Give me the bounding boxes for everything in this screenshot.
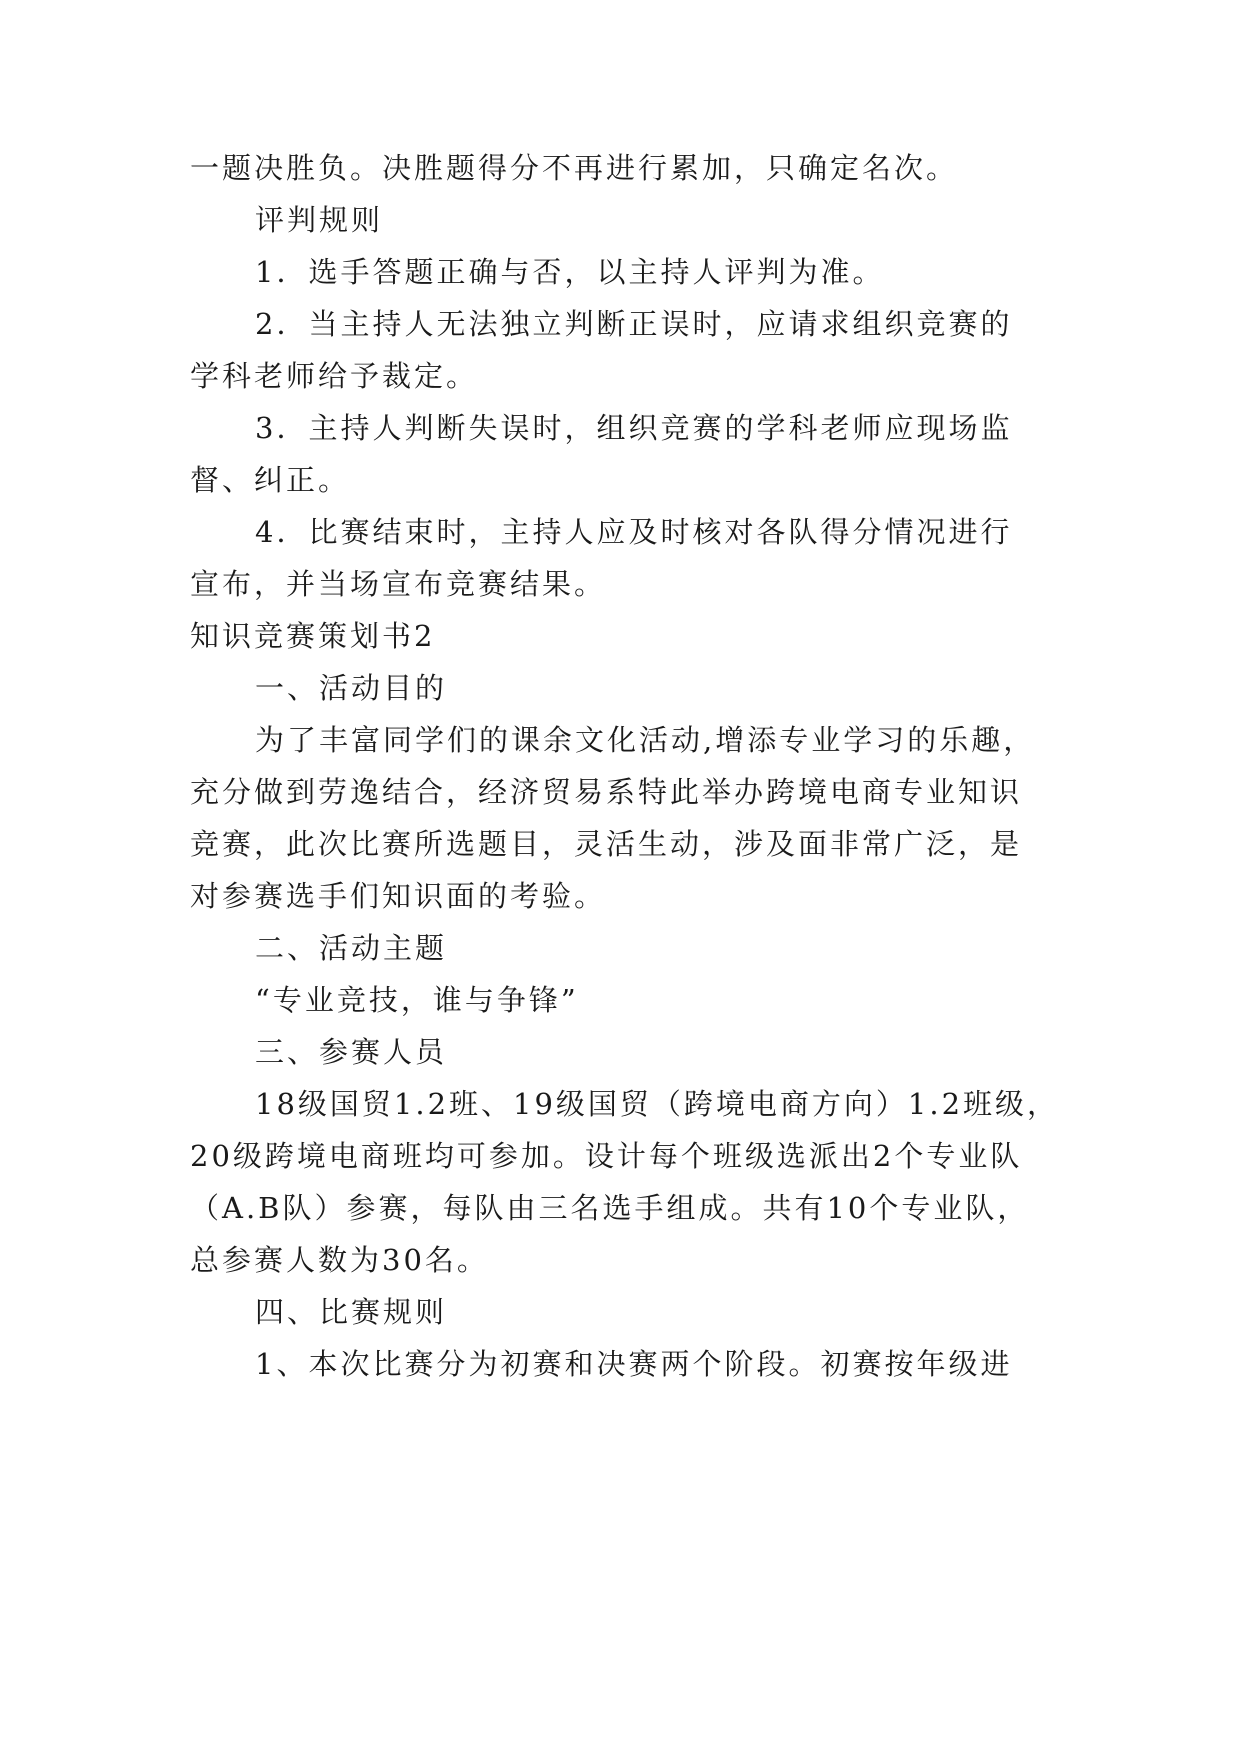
text-line: 1、本次比赛分为初赛和决赛两个阶段。初赛按年级进 [255,1347,1013,1381]
text-line: 总参赛人数为30名。 [190,1243,489,1277]
text-line: 学科老师给予裁定。 [190,359,479,393]
section-heading: 三、参赛人员 [255,1035,448,1069]
text-line: 4．比赛结束时，主持人应及时核对各队得分情况进行 [255,515,1013,549]
text-line: 18级国贸1.2班、19级国贸（跨境电商方向）1.2班级， [255,1087,1060,1121]
text-line: 20级跨境电商班均可参加。设计每个班级选派出2个专业队 [190,1139,1023,1173]
document-title: 知识竞赛策划书2 [190,619,436,653]
text-line: 3．主持人判断失误时，组织竞赛的学科老师应现场监 [255,411,1013,445]
section-heading: 四、比赛规则 [255,1295,448,1329]
theme-quote: “专业竞技，谁与争锋” [255,983,579,1017]
text-line: 宣布，并当场宣布竞赛结果。 [190,567,607,601]
section-heading: 一、活动目的 [255,671,448,705]
text-line: 为了丰富同学们的课余文化活动,增添专业学习的乐趣， [255,723,1036,757]
text-line: 对参赛选手们知识面的考验。 [190,879,607,913]
text-line: 一题决胜负。决胜题得分不再进行累加，只确定名次。 [190,151,959,185]
text-line: （A.B队）参赛，每队由三名选手组成。共有10个专业队， [190,1191,1030,1225]
text-line: 充分做到劳逸结合，经济贸易系特此举办跨境电商专业知识 [190,775,1023,809]
text-line: 1．选手答题正确与否，以主持人评判为准。 [255,255,885,289]
section-heading: 二、活动主题 [255,931,448,965]
text-line: 督、纠正。 [190,463,351,497]
section-heading: 评判规则 [255,203,384,237]
text-line: 2．当主持人无法独立判断正误时，应请求组织竞赛的 [255,307,1013,341]
text-line: 竞赛，此次比赛所选题目，灵活生动，涉及面非常广泛，是 [190,827,1023,861]
